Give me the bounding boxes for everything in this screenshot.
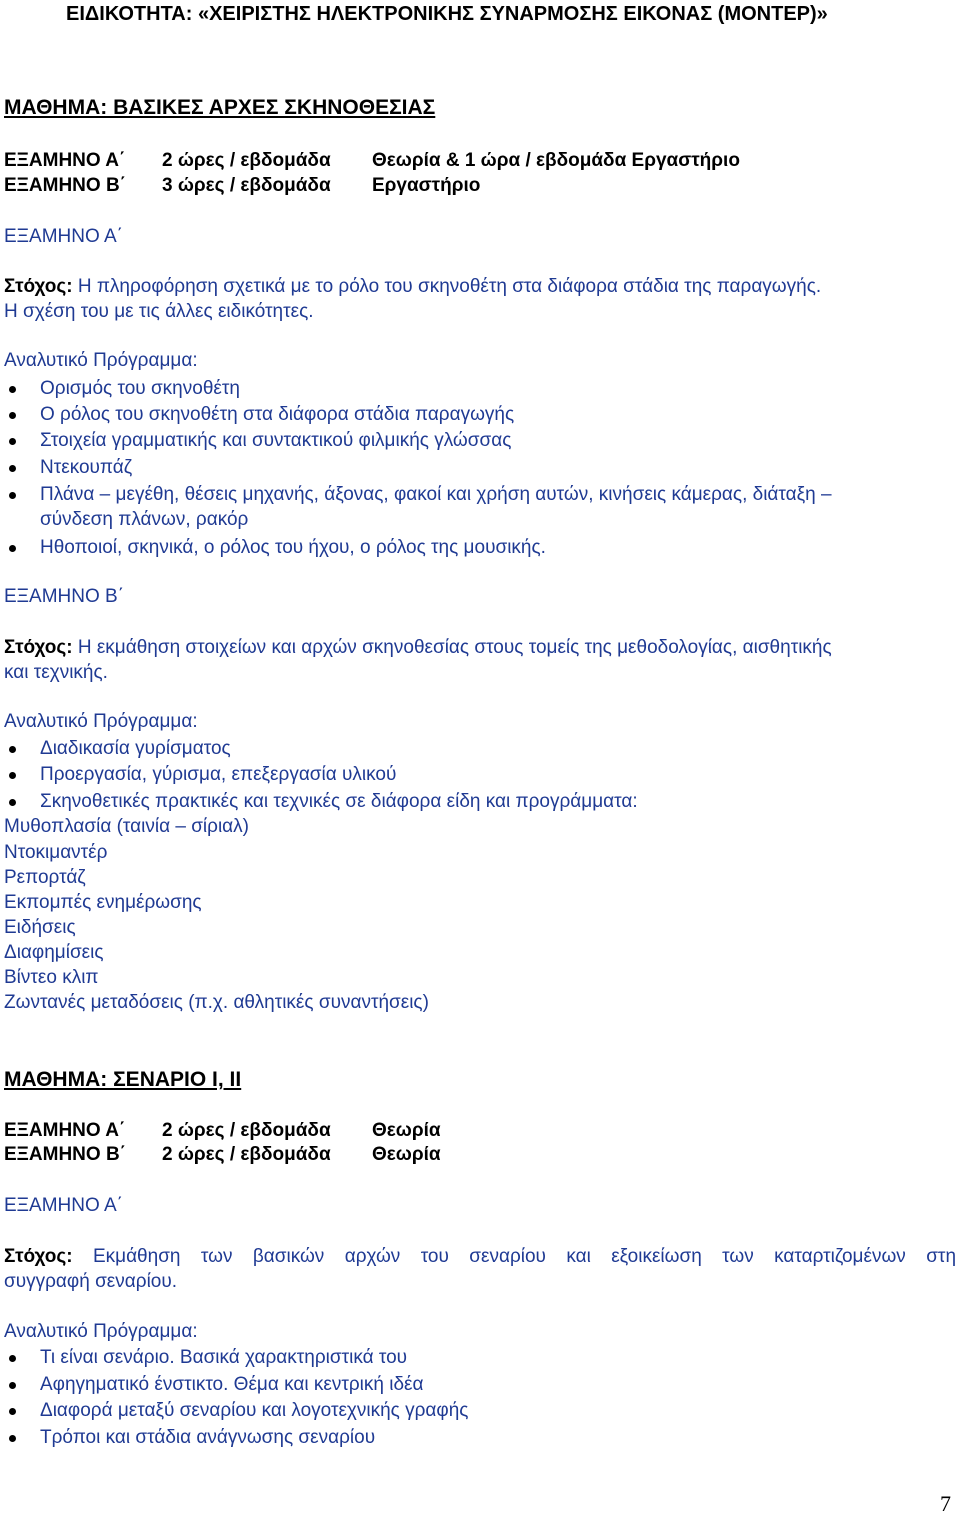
goal-label: Στόχος: — [4, 637, 73, 658]
schedule-row — [4, 150, 740, 172]
syllabus-label: Αναλυτικό Πρόγραμμα: — [4, 711, 198, 732]
bullet-icon — [9, 772, 16, 779]
genre-item: Εκπομπές ενημέρωσης — [4, 892, 202, 913]
genre-item: Διαφημίσεις — [4, 942, 104, 963]
genre-item: Μυθοπλασία (ταινία – σίριαλ) — [4, 816, 249, 837]
schedule-type: Εργαστήριο — [372, 175, 481, 196]
genre-item: Ειδήσεις — [4, 917, 76, 938]
goal-label: Στόχος: — [4, 1246, 73, 1267]
bullet-icon — [9, 1408, 16, 1415]
schedule-type: Θεωρία — [372, 1144, 441, 1165]
schedule-hours: 2 ώρες / εβδομάδα — [162, 1120, 331, 1141]
course-title: ΜΑΘΗΜΑ: ΣΕΝΑΡΙΟ Ι, ΙΙ — [4, 1068, 242, 1091]
schedule-semester: ΕΞΑΜΗΝΟ Α΄ — [4, 1120, 126, 1141]
goal-text — [4, 276, 821, 298]
schedule-row — [4, 175, 480, 197]
goal-line: και τεχνικής. — [4, 662, 108, 683]
schedule-hours: 2 ώρες / εβδομάδα — [162, 1144, 331, 1165]
semester-heading: ΕΞΑΜΗΝΟ Α΄ — [4, 1195, 123, 1216]
bullet-icon — [9, 465, 16, 472]
schedule-hours: 3 ώρες / εβδομάδα — [162, 175, 331, 196]
goal-label: Στόχος: — [4, 276, 73, 297]
genre-item: Ζωντανές μεταδόσεις (π.χ. αθλητικές συναντήσεις) — [4, 992, 429, 1013]
bullet-icon — [9, 799, 16, 806]
genre-item: Ντοκιμαντέρ — [4, 842, 108, 863]
goal-line: Εκμάθηση των βασικών αρχών του σεναρίου και εξοικείωση των καταρτιζομένων στη — [92, 1246, 957, 1267]
schedule-type: Θεωρία — [372, 1120, 441, 1141]
goal-text — [4, 1246, 956, 1268]
goal-line: συγγραφή σεναρίου. — [4, 1271, 178, 1292]
syllabus-label: Αναλυτικό Πρόγραμμα: — [4, 350, 198, 371]
list-item-continuation: σύνδεση πλάνων, ρακόρ — [40, 509, 249, 530]
schedule-type: Θεωρία & 1 ώρα / εβδομάδα Εργαστήριο — [372, 150, 740, 171]
schedule-semester: ΕΞΑΜΗΝΟ Β΄ — [4, 1144, 126, 1165]
bullet-icon — [9, 386, 16, 393]
schedule-semester: ΕΞΑΜΗΝΟ Α΄ — [4, 150, 126, 171]
schedule-row — [4, 1120, 441, 1142]
schedule-semester: ΕΞΑΜΗΝΟ Β΄ — [4, 175, 126, 196]
document-header: ΕΙΔΙΚΟΤΗΤΑ: «ΧΕΙΡΙΣΤΗΣ ΗΛΕΚΤΡΟΝΙΚΗΣ ΣΥΝΑΡΜΟΣΗΣ ΕΙΚΟΝΑΣ (ΜΟΝΤΕΡ)» — [66, 3, 828, 25]
bullet-icon — [9, 746, 16, 753]
goal-line: Η εκμάθηση στοιχείων και αρχών σκηνοθεσίας στους τομείς της μεθοδολογίας, αισθητικής — [72, 637, 832, 658]
goal-text — [4, 637, 832, 659]
bullet-icon — [9, 438, 16, 445]
bullet-icon — [9, 412, 16, 419]
syllabus-label: Αναλυτικό Πρόγραμμα: — [4, 1321, 198, 1342]
bullet-icon — [9, 1382, 16, 1389]
page-number: 7 — [940, 1491, 951, 1516]
goal-line: Η πληροφόρηση σχετικά με το ρόλο του σκηνοθέτη στα διάφορα στάδια της παραγωγής. — [72, 276, 822, 297]
bullet-icon — [9, 545, 16, 552]
goal-line: Η σχέση του με τις άλλες ειδικότητες. — [4, 301, 314, 322]
semester-heading: ΕΞΑΜΗΝΟ Β΄ — [4, 586, 125, 607]
bullet-icon — [9, 1435, 16, 1442]
genre-item: Βίντεο κλιπ — [4, 967, 99, 988]
semester-heading: ΕΞΑΜΗΝΟ Α΄ — [4, 226, 123, 247]
genre-item: Ρεπορτάζ — [4, 867, 86, 888]
schedule-hours: 2 ώρες / εβδομάδα — [162, 150, 331, 171]
bullet-icon — [9, 1355, 16, 1362]
schedule-row — [4, 1144, 441, 1166]
bullet-icon — [9, 492, 16, 499]
course-title: ΜΑΘΗΜΑ: ΒΑΣΙΚΕΣ ΑΡΧΕΣ ΣΚΗΝΟΘΕΣΙΑΣ — [4, 96, 436, 119]
